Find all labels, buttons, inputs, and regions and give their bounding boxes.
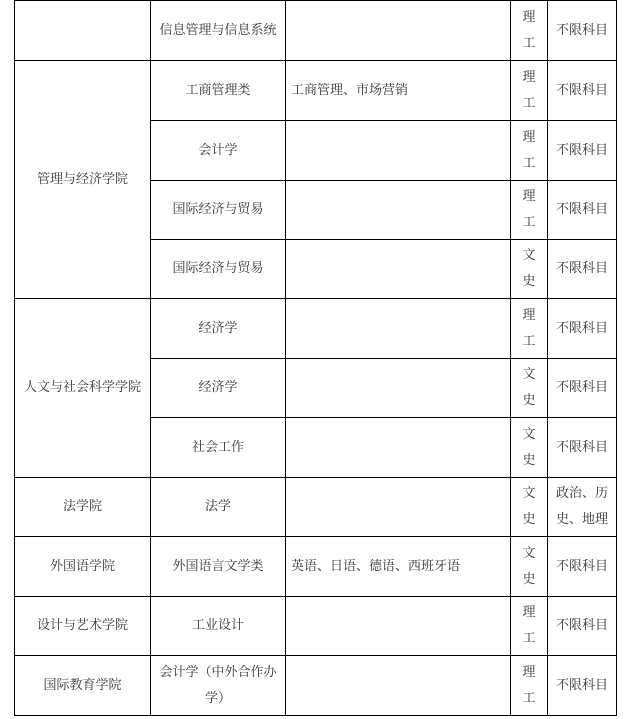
- subjects-cell: 不限科目: [548, 299, 617, 359]
- major-cell: 法学: [151, 478, 286, 537]
- major-line: 会计学（中外合作办: [159, 664, 277, 680]
- category-char: 文: [522, 367, 536, 382]
- category-char: 工: [522, 690, 536, 706]
- subjects-cell: 不限科目: [548, 121, 617, 181]
- category-cell: [511, 121, 548, 181]
- category-cell: [511, 359, 548, 418]
- major-cell: [151, 656, 286, 716]
- direction-cell: [286, 359, 511, 418]
- major-cell: 工商管理类: [151, 61, 286, 121]
- category-char: 理: [522, 664, 536, 680]
- college-cell: 管理与经济学院: [15, 61, 151, 299]
- major-cell: 国际经济与贸易: [151, 181, 286, 240]
- table-row: [15, 656, 617, 716]
- category-char: 史: [522, 571, 536, 587]
- direction-cell: [286, 1, 511, 61]
- major-line: 学）: [204, 690, 231, 706]
- category-cell: [511, 537, 548, 597]
- direction-cell: [286, 478, 511, 537]
- major-cell: 外国语言文学类: [151, 537, 286, 597]
- table-row: [15, 478, 617, 537]
- table-row: [15, 597, 617, 656]
- enrollment-table: [14, 0, 617, 716]
- subjects-cell: [548, 478, 617, 537]
- category-char: 工: [522, 95, 536, 111]
- subjects-cell: 不限科目: [548, 359, 617, 418]
- category-char: 工: [522, 155, 536, 171]
- subjects-cell: 不限科目: [548, 181, 617, 240]
- category-char: 文: [522, 248, 536, 263]
- category-char: 理: [522, 605, 536, 620]
- major-cell: 会计学: [151, 121, 286, 181]
- college-cell: 设计与艺术学院: [15, 597, 151, 656]
- major-cell: 信息管理与信息系统: [151, 1, 286, 61]
- major-cell: 社会工作: [151, 418, 286, 478]
- subjects-cell: 不限科目: [548, 537, 617, 597]
- category-cell: [511, 418, 548, 478]
- category-char: 工: [522, 333, 536, 349]
- subjects-cell: 不限科目: [548, 240, 617, 299]
- college-cell: 人文与社会科学学院: [15, 299, 151, 478]
- subjects-line: 政治、历: [555, 486, 608, 501]
- category-char: 文: [522, 486, 536, 501]
- category-cell: [511, 597, 548, 656]
- table-row: [15, 537, 617, 597]
- category-char: 史: [522, 274, 536, 289]
- table-row: [15, 61, 617, 121]
- direction-cell: [286, 240, 511, 299]
- direction-cell: [286, 121, 511, 181]
- category-char: 文: [522, 545, 536, 561]
- category-char: 史: [522, 452, 536, 468]
- category-char: 史: [522, 393, 536, 408]
- category-cell: [511, 478, 548, 537]
- direction-cell: 工商管理、市场营销: [286, 61, 511, 121]
- category-cell: [511, 656, 548, 716]
- category-cell: [511, 61, 548, 121]
- direction-cell: [286, 597, 511, 656]
- table-row: [15, 299, 617, 359]
- college-cell: 国际教育学院: [15, 656, 151, 716]
- category-char: 史: [522, 512, 536, 527]
- direction-cell: [286, 299, 511, 359]
- category-char: 理: [522, 9, 536, 25]
- direction-cell: [286, 418, 511, 478]
- direction-cell: [286, 656, 511, 716]
- category-char: 工: [522, 215, 536, 230]
- subjects-cell: 不限科目: [548, 656, 617, 716]
- college-cell: [15, 1, 151, 61]
- subjects-cell: 不限科目: [548, 61, 617, 121]
- category-cell: [511, 299, 548, 359]
- direction-cell: [286, 181, 511, 240]
- table-row: [15, 1, 617, 61]
- category-char: 理: [522, 189, 536, 204]
- subjects-cell: 不限科目: [548, 1, 617, 61]
- major-cell: 经济学: [151, 299, 286, 359]
- category-char: 理: [522, 307, 536, 323]
- major-cell: 经济学: [151, 359, 286, 418]
- category-char: 理: [522, 129, 536, 145]
- major-cell: 工业设计: [151, 597, 286, 656]
- subjects-cell: 不限科目: [548, 418, 617, 478]
- category-char: 文: [522, 426, 536, 442]
- category-char: 理: [522, 69, 536, 85]
- subjects-cell: 不限科目: [548, 597, 617, 656]
- category-cell: [511, 1, 548, 61]
- major-cell: 国际经济与贸易: [151, 240, 286, 299]
- subjects-line: 史、地理: [555, 512, 608, 527]
- category-char: 工: [522, 631, 536, 646]
- category-char: 工: [522, 35, 536, 51]
- college-cell: 外国语学院: [15, 537, 151, 597]
- college-cell: 法学院: [15, 478, 151, 537]
- category-cell: [511, 181, 548, 240]
- direction-cell: 英语、日语、德语、西班牙语: [286, 537, 511, 597]
- category-cell: [511, 240, 548, 299]
